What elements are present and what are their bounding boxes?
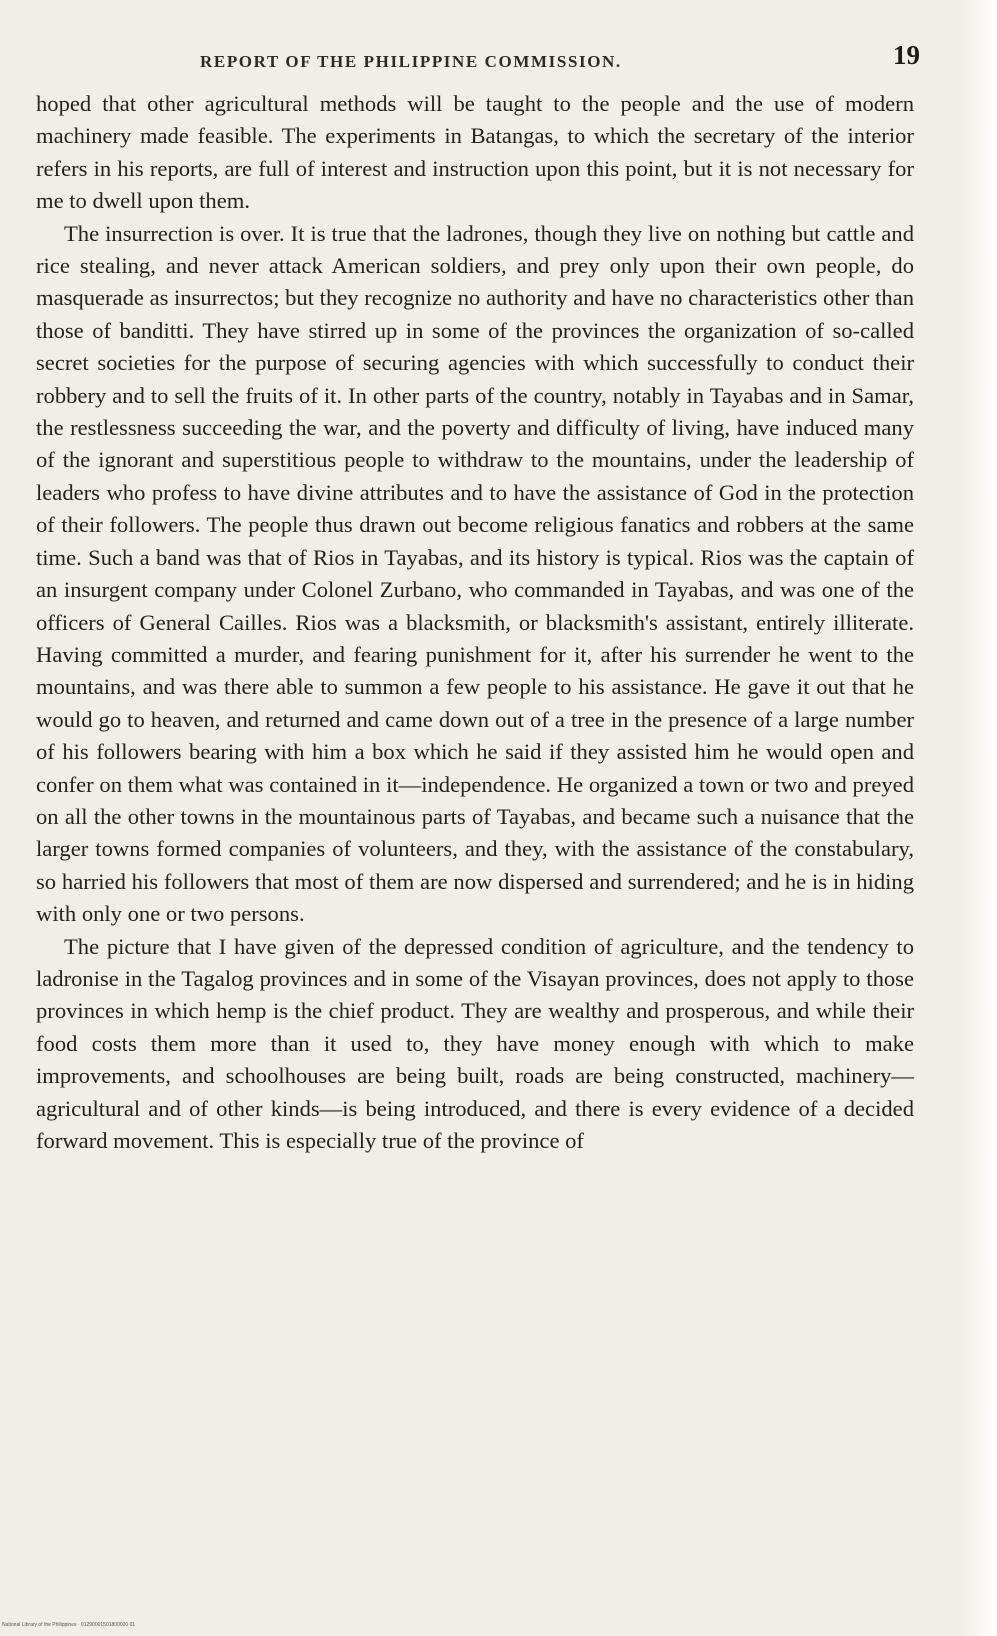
scan-edge — [963, 0, 997, 1636]
running-head: REPORT OF THE PHILIPPINE COMMISSION. — [200, 52, 622, 71]
page-number: 19 — [893, 40, 920, 70]
page-header — [40, 40, 920, 74]
paragraph-3: The picture that I have given of the depressed condition of agriculture, and the tendency to ladronise in the Tagalog provinces and in some of the Visayan provinces, does not apply to those provinces in which hemp is the chief product. They are wealthy and prosperous, and while their food costs them more than it used to, they have money enough with which to make improvements, and schoolhouses are being built, roads are being constructed, machinery—agricultural and of other kinds—is being introduced, and there is every evidence of a decided forward movement. This is especially true of the province of — [36, 933, 914, 1153]
body-text — [36, 88, 914, 1157]
paragraph-2: The insurrection is over. It is true that the ladrones, though they live on nothing but cattle and rice stealing, and never attack American soldiers, and prey only upon their own people, do masquerade as insurrectos; but they recognize no authority and have no characteristics other than those of banditti. They have stirred up in some of the provinces the organization of so-called secret societies for the purpose of securing agencies with which successfully to conduct their robbery and to sell the fruits of it. In other parts of the country, notably in Tayabas and in Samar, the restlessness succeeding the war, and the poverty and difficulty of living, have induced many of the ignorant and superstitious people to withdraw to the mountains, under the leadership of leaders who profess to have divine attributes and to have the assistance of God in the protection of their followers. The people thus drawn out become religious fanatics and robbers at the same time. Such a band was that of Rios in Tayabas, and its history is typical. Rios was the captain of an insurgent company under Colonel Zurbano, who commanded in Tayabas, and was one of the officers of General Cailles. Rios was a blacksmith, or blacksmith's assistant, entirely illiterate. Having committed a murder, and fearing punishment for it, after his surrender he went to the mountains, and was there able to summon a few people to his assistance. He gave it out that he would go to heaven, and returned and came down out of a tree in the presence of a large number of his followers bearing with him a box which he said if they assisted him he would open and confer on them what was contained in it—independence. He organized a town or two and preyed on all the other towns in the mountainous parts of Tayabas, and became such a nuisance that the larger towns formed companies of volunteers, and they, with the assistance of the constabulary, so harried his followers that most of them are now dispersed and surrendered; and he is in hiding with only one or two persons. — [36, 220, 914, 927]
paragraph-1: hoped that other agricultural methods will be taught to the people and the use of modern machinery made feasible. The experiments in Batangas, to which the secretary of the interior refers in his reports, are full of interest and instruction upon this point, but it is not necessary for me to dwell upon them. — [36, 91, 914, 214]
library-footer-note: National Library of the Philippines · 01290001501800020 01 — [2, 1622, 136, 1628]
